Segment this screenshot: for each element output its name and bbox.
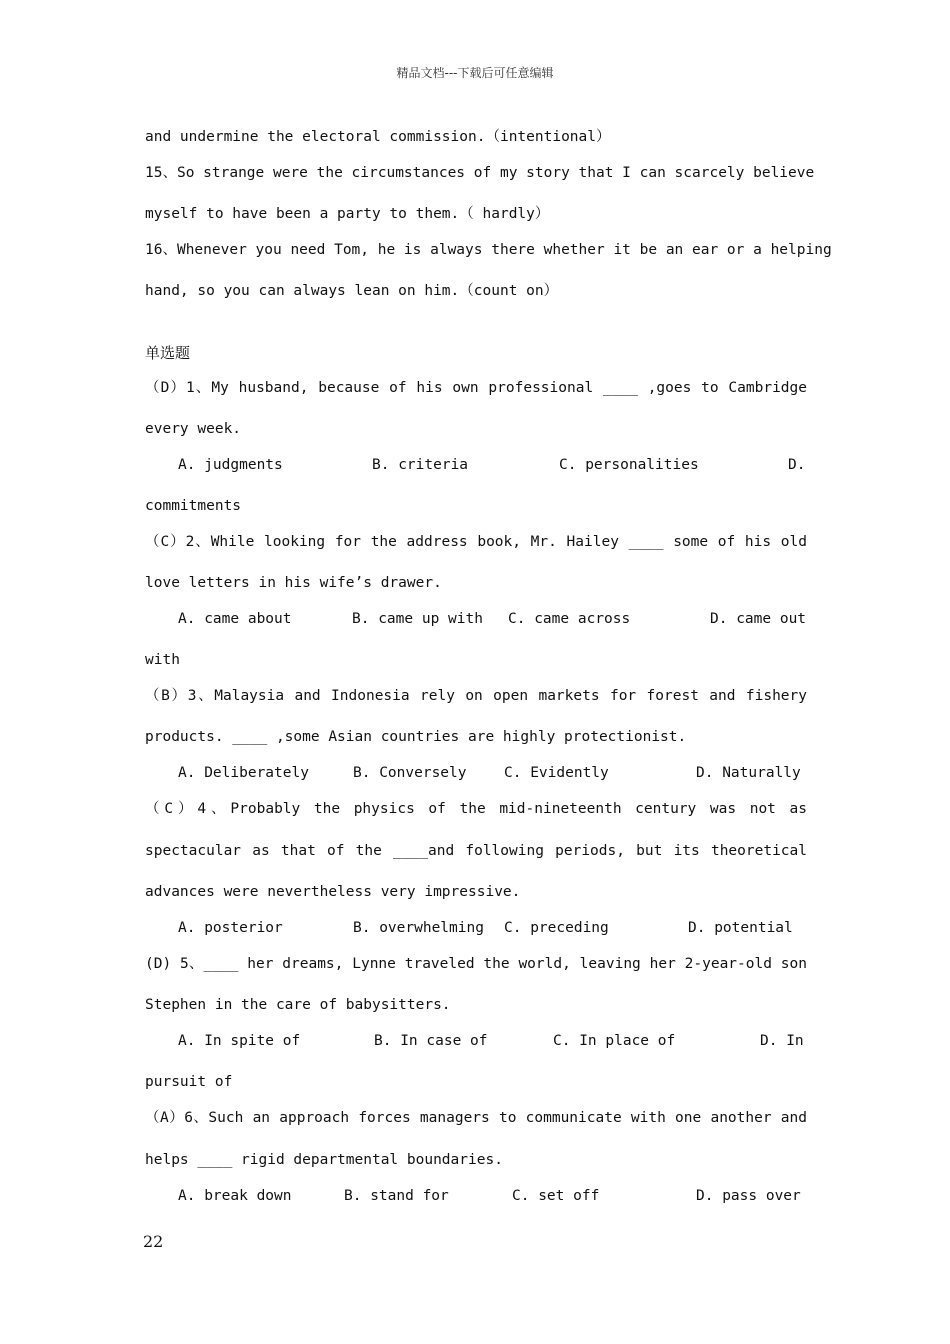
- question-3-line-1: （B）3、Malaysia and Indonesia rely on open markets for forest and fishery: [145, 688, 807, 704]
- question-15-line-1: 15、So strange were the circumstances of my story that I can scarcely believe: [145, 165, 815, 181]
- option-c[interactable]: C. came across: [508, 611, 631, 627]
- option-d[interactable]: D. came out: [710, 611, 807, 627]
- question-3-line-2: products. ____ ,some Asian countries are highly protectionist.: [145, 729, 687, 745]
- question-2-option-wrap: with: [145, 652, 180, 668]
- section-title: 单选题: [145, 344, 191, 362]
- option-a[interactable]: A. Deliberately: [178, 765, 309, 781]
- option-c[interactable]: C. set off: [512, 1188, 600, 1204]
- option-b[interactable]: B. In case of: [374, 1033, 488, 1049]
- option-d[interactable]: D. potential: [688, 920, 793, 936]
- option-b[interactable]: B. criteria: [372, 457, 469, 473]
- question-4-line-3: advances were nevertheless very impressive.: [145, 884, 521, 900]
- option-a[interactable]: A. posterior: [178, 920, 283, 936]
- question-6-line-1: （A）6、Such an approach forces managers to communicate with one another and: [145, 1110, 807, 1126]
- option-a[interactable]: A. came about: [178, 611, 292, 627]
- question-1-option-wrap: commitments: [145, 498, 242, 514]
- question-5-line-1: (D) 5、____ her dreams, Lynne traveled the world, leaving her 2-year-old son: [145, 956, 807, 972]
- option-d[interactable]: D.: [788, 457, 806, 473]
- option-b[interactable]: B. Conversely: [353, 765, 467, 781]
- option-a[interactable]: A. judgments: [178, 457, 283, 473]
- option-b[interactable]: B. overwhelming: [353, 920, 484, 936]
- option-d[interactable]: D. pass over: [696, 1188, 801, 1204]
- option-b[interactable]: B. stand for: [344, 1188, 449, 1204]
- page-header: 精品文档---下载后可任意编辑: [396, 66, 554, 80]
- question-4-line-2: spectacular as that of the ____and following periods, but its theoretical: [145, 843, 807, 859]
- option-a[interactable]: A. In spite of: [178, 1033, 301, 1049]
- question-1-line-2: every week.: [145, 421, 242, 437]
- question-15-line-2: myself to have been a party to them.（ hardly）: [145, 206, 550, 222]
- question-4-line-1: （C）4、Probably the physics of the mid-nineteenth century was not as: [145, 801, 807, 817]
- option-c[interactable]: C. Evidently: [504, 765, 609, 781]
- option-b[interactable]: B. came up with: [352, 611, 483, 627]
- question-5-line-2: Stephen in the care of babysitters.: [145, 997, 451, 1013]
- question-16-line-2: hand, so you can always lean on him.（count on）: [145, 283, 559, 299]
- question-2-line-1: （C）2、While looking for the address book, Mr. Hailey ____ some of his old: [145, 534, 807, 550]
- option-c[interactable]: C. preceding: [504, 920, 609, 936]
- question-1-line-1: （D）1、My husband, because of his own professional ____ ,goes to Cambridge: [145, 380, 807, 396]
- option-c[interactable]: C. personalities: [559, 457, 699, 473]
- question-16-line-1: 16、Whenever you need Tom, he is always there whether it be an ear or a helping: [145, 242, 832, 258]
- option-a[interactable]: A. break down: [178, 1188, 292, 1204]
- question-2-line-2: love letters in his wife’s drawer.: [145, 575, 442, 591]
- option-d[interactable]: D. In: [760, 1033, 804, 1049]
- text-line: and undermine the electoral commission.（intentional）: [145, 129, 611, 145]
- question-5-option-wrap: pursuit of: [145, 1074, 233, 1090]
- page-number: 22: [143, 1232, 164, 1251]
- option-d[interactable]: D. Naturally: [696, 765, 801, 781]
- question-6-line-2: helps ____ rigid departmental boundaries.: [145, 1152, 503, 1168]
- option-c[interactable]: C. In place of: [553, 1033, 676, 1049]
